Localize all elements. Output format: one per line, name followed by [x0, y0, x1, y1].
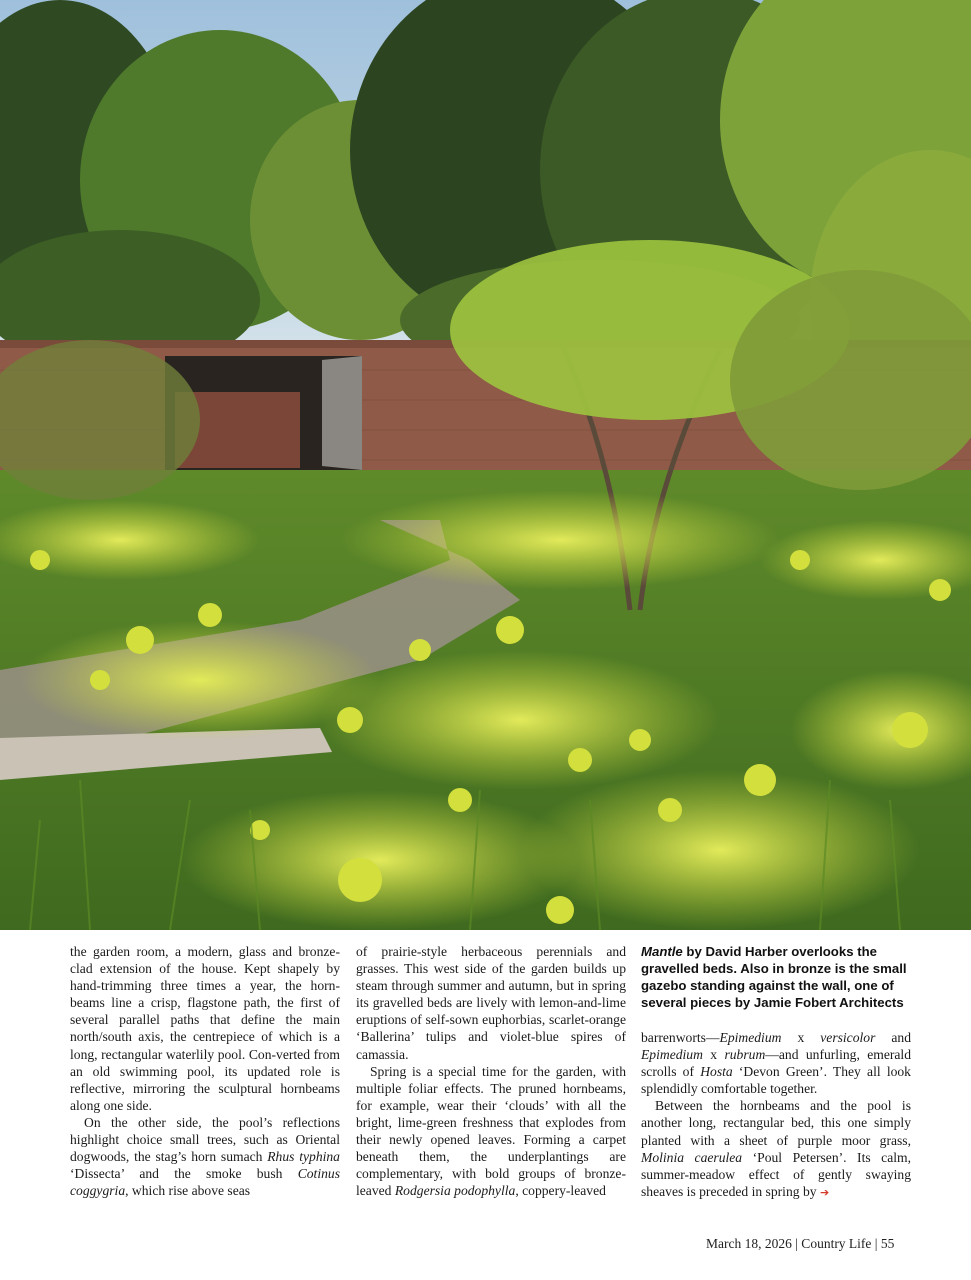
continue-arrow-icon: ➔ — [819, 1185, 830, 1199]
col2-paragraph-2: Spring is a special time for the garden, with multiple foliar effects. The pruned hornbeams, for example, wear their ‘clouds’ with all the bright, lime-green freshness that explodes from their newly opened leaves. Forming a carpet beneath them, the underplantings are complementary, with bold groups of bronze-leaved Rodgersia podophylla, coppery-leaved — [356, 1063, 626, 1199]
photo-caption: Mantle by David Harber overlooks the gravelled beds. Also in bronze is the small gazebo standing against the wall, one of several pieces by Jamie Fobert Architects — [641, 944, 907, 1010]
article-column-3 — [641, 943, 911, 1201]
col3-paragraph-1: barrenworts—Epimedium x versicolor and Epimedium x rubrum—and unfurling, emerald scrolls of Hosta ‘Devon Green’. They all look splendidly comfortable together. — [641, 1030, 911, 1097]
col1-paragraph-1: the garden room, a modern, glass and bronze-clad extension of the house. Kept shapely by hand-trimming three times a year, the horn-beams line a crisp, flagstone path, the first of several parallel paths that define the main north/south axis, the centrepiece of which is a long, rectangular waterlily pool. Con-verted from an old swimming pool, its updated role is reflective, mirroring the sculptural hornbeams along one side. — [70, 944, 340, 1113]
article-column-1 — [70, 943, 340, 1199]
article-column-2 — [356, 943, 626, 1199]
col1-paragraph-2: On the other side, the pool’s reflections highlight choice small trees, such as Oriental dogwoods, the stag’s horn sumach Rhus typhina ‘Dissecta’ and the smoke bush Cotinus coggygria, which rise above seas — [70, 1114, 340, 1199]
col3-paragraph-2: Between the hornbeams and the pool is another long, rectangular bed, this one simply planted with a sheet of purple moor grass, Molinia caerulea ‘Poul Petersen’. Its calm, summer-meadow effect of gently swaying sheaves is preceded in spring by ➔ — [641, 1098, 911, 1199]
col2-paragraph-1: of prairie-style herbaceous perennials and grasses. This west side of the garden builds up steam through summer and autumn, but in spring its gravelled beds are lively with lemon-and-lime eruptions of self-sown euphorbias, scarlet-orange ‘Ballerina’ tulips and violet-blue spires of camassia. — [356, 944, 626, 1062]
page-folio: March 18, 2026 | Country Life | 55 — [706, 1236, 895, 1251]
